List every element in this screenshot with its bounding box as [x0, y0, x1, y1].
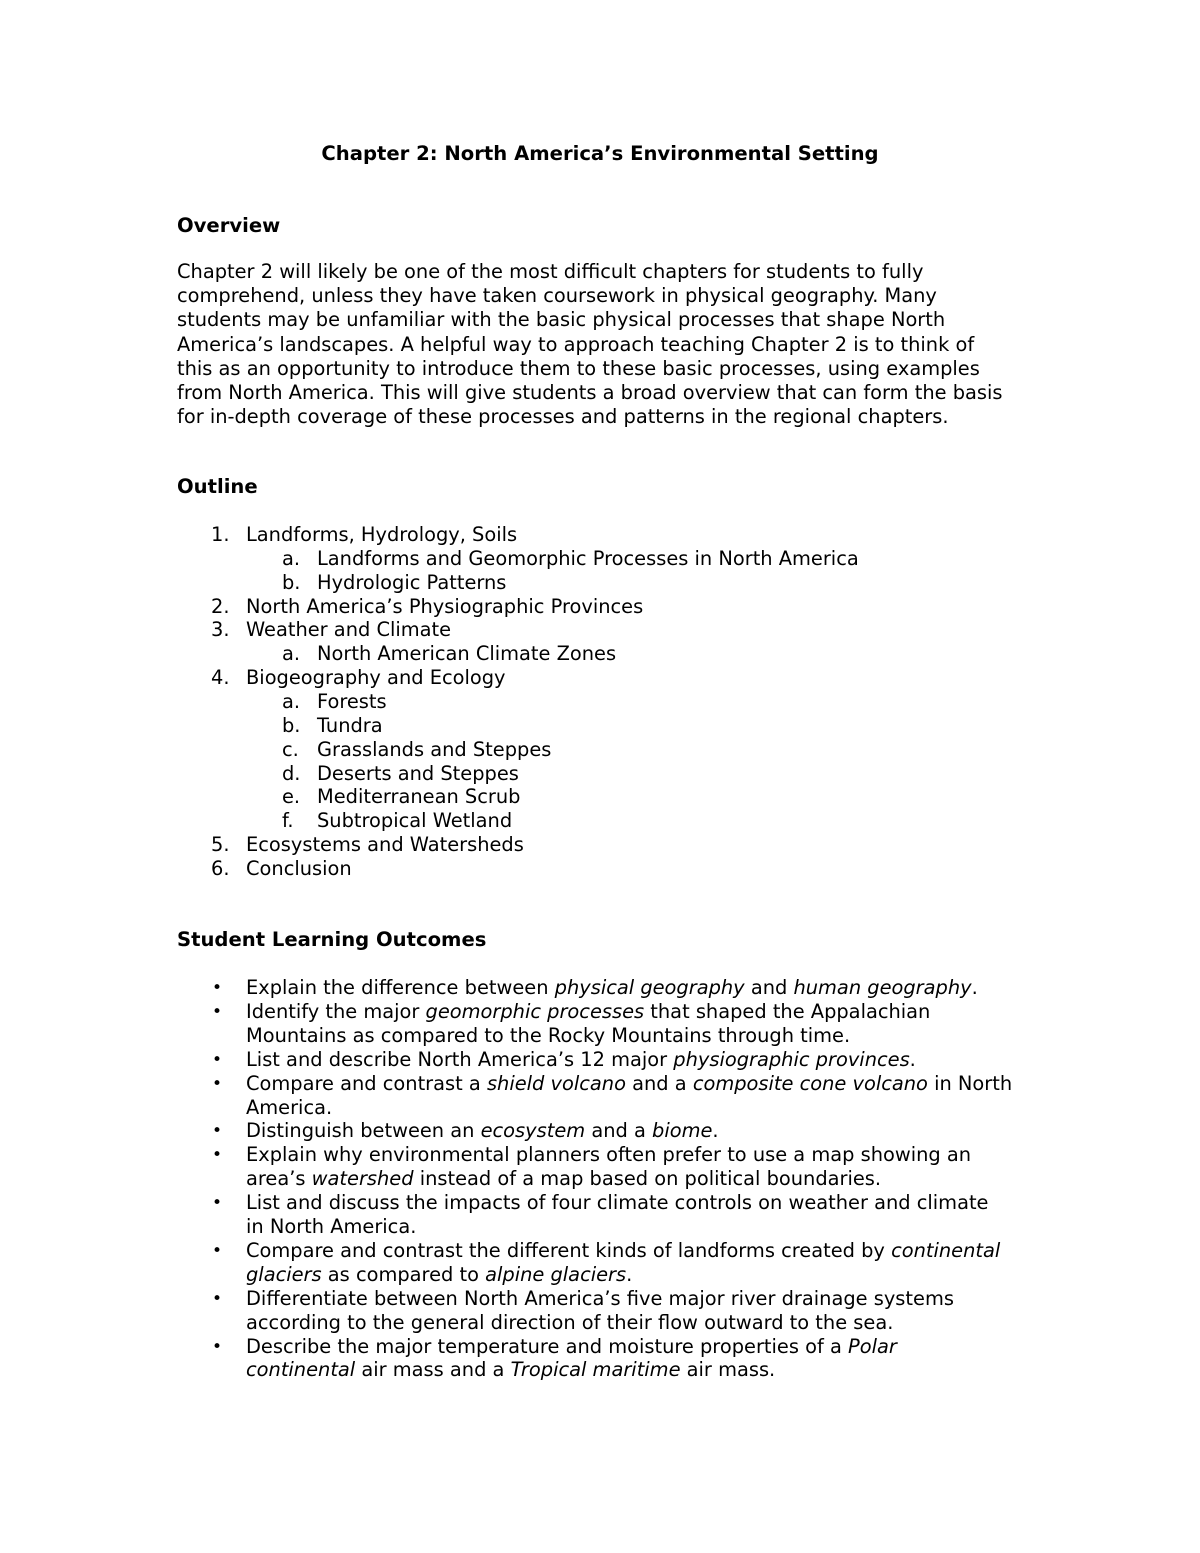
- list-marker: a.: [282, 642, 301, 666]
- list-item-text: Weather and Climate: [246, 618, 452, 642]
- list-item-text: Subtropical Wetland: [317, 809, 513, 833]
- list-item-text: List and discuss the impacts of four climate controls on weather and climate: [246, 1191, 989, 1215]
- paragraph-line: students may be unfamiliar with the basic physical processes that shape North: [177, 308, 946, 332]
- list-marker: f.: [282, 809, 294, 833]
- italic-term: physical geography: [554, 976, 745, 999]
- list-item-text: Describe the major temperature and moisture properties of a Polar: [246, 1334, 897, 1358]
- list-marker: 6.: [211, 856, 230, 880]
- italic-term: Polar: [848, 1334, 897, 1358]
- overview-paragraph: [177, 260, 1037, 429]
- list-item-text: glaciers as compared to alpine glaciers.: [246, 1262, 633, 1286]
- list-item-text: Compare and contrast a shield volcano and a composite cone volcano in North: [246, 1071, 1013, 1095]
- italic-term: biome: [652, 1119, 713, 1143]
- list-marker: 3.: [211, 618, 230, 642]
- list-item-text: Distinguish between an ecosystem and a biome.: [246, 1119, 719, 1143]
- list-item-text: area’s watershed instead of a map based on political boundaries.: [246, 1167, 882, 1191]
- list-marker: 4.: [211, 666, 230, 690]
- list-marker: d.: [282, 761, 301, 785]
- list-marker: c.: [282, 737, 299, 761]
- list-item-text: continental air mass and a Tropical maritime air mass.: [246, 1358, 776, 1382]
- italic-term: continental: [246, 1358, 356, 1382]
- list-item-text: Grasslands and Steppes: [317, 737, 552, 761]
- list-marker: 1.: [211, 523, 230, 546]
- bullet-marker: •: [212, 1193, 223, 1214]
- list-marker: b.: [282, 570, 301, 594]
- bullet-marker: •: [212, 1336, 223, 1357]
- list-marker: e.: [282, 785, 301, 809]
- list-item-text: Biogeography and Ecology: [246, 666, 506, 690]
- paragraph-line: from North America. This will give students a broad overview that can form the basis: [177, 381, 1003, 405]
- list-marker: b.: [282, 713, 301, 737]
- bullet-marker: •: [212, 1288, 223, 1309]
- bullet-marker: •: [212, 1001, 223, 1022]
- list-marker: 2.: [211, 594, 230, 618]
- list-item-text: Differentiate between North America’s five major river drainage systems: [246, 1286, 954, 1310]
- list-marker: a.: [282, 546, 301, 570]
- italic-term: watershed: [311, 1167, 414, 1191]
- italic-term: physiographic provinces: [673, 1047, 910, 1071]
- list-item-text: Explain why environmental planners often prefer to use a map showing an: [246, 1143, 972, 1167]
- italic-term: geomorphic processes: [425, 999, 645, 1023]
- bullet-marker: •: [212, 978, 223, 998]
- outcomes-heading: Student Learning Outcomes: [177, 928, 487, 951]
- paragraph-line: for in-depth coverage of these processes and patterns in the regional chapters.: [177, 405, 949, 429]
- italic-term: Tropical maritime: [510, 1358, 681, 1382]
- list-item-text: Landforms, Hydrology, Soils: [246, 523, 518, 546]
- list-item-text: Mediterranean Scrub: [317, 785, 521, 809]
- italic-term: glaciers: [246, 1262, 322, 1286]
- italic-term: continental: [891, 1238, 1001, 1262]
- list-item-text: Deserts and Steppes: [317, 761, 519, 785]
- paragraph-line: this as an opportunity to introduce them to these basic processes, using examples: [177, 356, 980, 380]
- list-item-text: Hydrologic Patterns: [317, 570, 507, 594]
- paragraph-line: America’s landscapes. A helpful way to approach teaching Chapter 2 is to think of: [177, 332, 975, 356]
- bullet-marker: •: [212, 1073, 223, 1094]
- list-item-text: America.: [246, 1095, 333, 1119]
- list-item-text: Conclusion: [246, 856, 352, 880]
- list-item-text: according to the general direction of their flow outward to the sea.: [246, 1310, 894, 1334]
- list-item-text: in North America.: [246, 1215, 417, 1238]
- list-item-text: Landforms and Geomorphic Processes in North America: [317, 546, 859, 570]
- list-item-text: Identify the major geomorphic processes that shaped the Appalachian: [246, 999, 931, 1023]
- list-item-text: Tundra: [317, 713, 383, 737]
- bullet-marker: •: [212, 1121, 223, 1142]
- list-item-text: North American Climate Zones: [317, 642, 617, 666]
- paragraph-line: comprehend, unless they have taken coursework in physical geography. Many: [177, 284, 937, 308]
- italic-term: ecosystem: [480, 1119, 586, 1143]
- bullet-marker: •: [212, 1049, 223, 1070]
- italic-term: shield volcano: [486, 1071, 626, 1095]
- outline-heading: Outline: [177, 475, 258, 498]
- list-item-text: Compare and contrast the different kinds of landforms created by continental: [246, 1238, 1001, 1262]
- italic-term: composite cone volcano: [692, 1071, 928, 1095]
- list-marker: a.: [282, 689, 301, 713]
- page-title: Chapter 2: North America’s Environmental Setting: [321, 142, 879, 165]
- italic-term: alpine glaciers: [485, 1262, 627, 1286]
- paragraph-line: Chapter 2 will likely be one of the most difficult chapters for students to fully: [177, 260, 924, 283]
- italic-term: human geography: [793, 976, 972, 999]
- list-item-text: Explain the difference between physical geography and human geography.: [246, 976, 978, 999]
- list-item-text: Forests: [317, 689, 387, 713]
- list-item-text: Ecosystems and Watersheds: [246, 833, 524, 857]
- bullet-marker: •: [212, 1240, 223, 1261]
- list-marker: 5.: [211, 833, 230, 857]
- overview-heading: Overview: [177, 214, 281, 237]
- list-item-text: Mountains as compared to the Rocky Mountains through time.: [246, 1023, 851, 1047]
- list-item-text: North America’s Physiographic Provinces: [246, 594, 644, 618]
- list-item-text: List and describe North America’s 12 major physiographic provinces.: [246, 1047, 916, 1071]
- bullet-marker: •: [212, 1145, 223, 1166]
